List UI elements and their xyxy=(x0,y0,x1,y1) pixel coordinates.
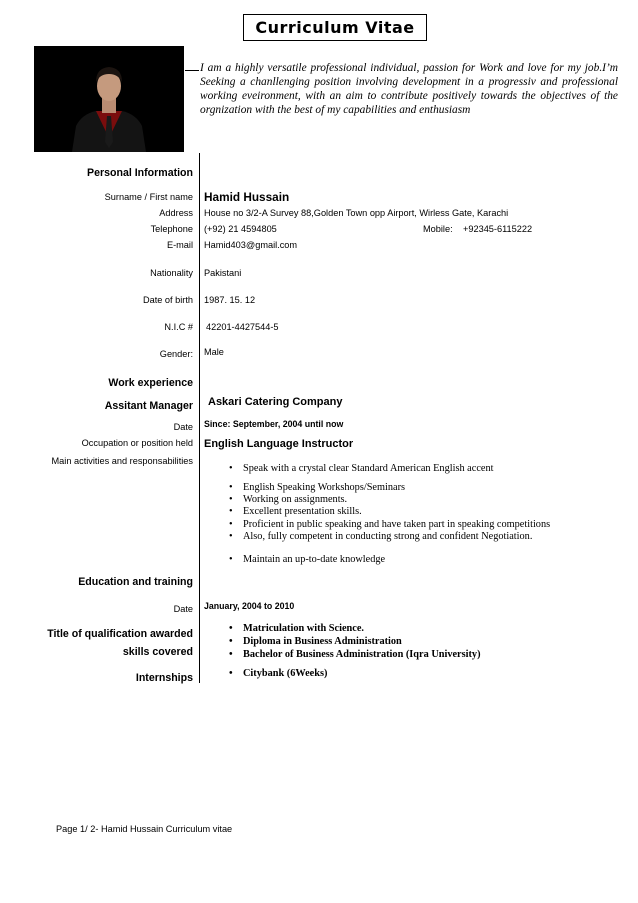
qualification-label: Title of qualification awarded xyxy=(47,628,193,640)
activity-item: • Also, fully competent in conducting strong and confident Negotiation. xyxy=(229,531,550,543)
qualifications-list xyxy=(229,622,481,661)
cv-title: Curriculum Vitae xyxy=(243,14,427,41)
qualification-item: • Diploma in Business Administration xyxy=(229,635,481,648)
mobile-label: Mobile: xyxy=(423,224,453,234)
gender-value: Male xyxy=(204,347,224,357)
activity-item: • Excellent presentation skills. xyxy=(229,506,550,518)
page-footer: Page 1/ 2- Hamid Hussain Curriculum vitae xyxy=(56,824,233,834)
mobile-value: +92345-6115222 xyxy=(463,224,533,234)
education-heading: Education and training xyxy=(78,576,193,588)
address-label: Address xyxy=(159,208,193,218)
activities-last-list xyxy=(229,554,385,566)
full-name: Hamid Hussain xyxy=(204,190,290,204)
occupation-label: Occupation or position held xyxy=(81,438,193,448)
education-date-value: January, 2004 to 2010 xyxy=(204,601,295,611)
education-date-label: Date xyxy=(173,604,193,614)
internship-item: • Citybank (6Weeks) xyxy=(229,667,327,680)
activity-item: • Working on assignments. xyxy=(229,494,550,506)
personal-information-heading: Personal Information xyxy=(87,167,193,179)
activities-label: Main activities and responsabilities xyxy=(51,456,193,466)
internships-list xyxy=(229,667,327,680)
role-label: Assitant Manager xyxy=(104,400,193,412)
nic-value: 42201-4427544-5 xyxy=(206,322,279,332)
intro-paragraph: I am a highly versatile professional individual, passion for Work and love for my job.I’m Seeking a chanllenging position involving development in a progressiv and professional working eveironment, with an aim to contribute positively towards the objectives of the orgnization with the best of my capabilities and enthusiasm xyxy=(200,62,618,117)
activities-list xyxy=(229,482,550,543)
qualification-item: • Matriculation with Science. xyxy=(229,622,481,635)
qualification-item: • Bachelor of Business Administration (Iqra University) xyxy=(229,648,481,661)
work-date-value: Since: September, 2004 until now xyxy=(204,419,344,429)
gender-label: Gender: xyxy=(159,349,193,359)
activity-item: • Proficient in public speaking and have taken part in speaking competitions xyxy=(229,519,550,531)
telephone-value: (+92) 21 4594805 xyxy=(204,224,277,234)
nationality-label: Nationality xyxy=(150,268,193,278)
activity-item: • Speak with a crystal clear Standard American English accent xyxy=(229,463,493,475)
work-date-label: Date xyxy=(173,422,193,432)
address-value: House no 3/2-A Survey 88,Golden Town opp Airport, Wirless Gate, Karachi xyxy=(204,208,509,218)
activity-item: • English Speaking Workshops/Seminars xyxy=(229,482,550,494)
activities-first-list xyxy=(229,463,493,475)
telephone-label: Telephone xyxy=(150,224,193,234)
company-name: Askari Catering Company xyxy=(208,396,343,408)
surname-label: Surname / First name xyxy=(104,192,193,202)
work-experience-heading: Work experience xyxy=(108,377,193,389)
dob-value: 1987. 15. 12 xyxy=(204,295,256,305)
nic-label: N.I.C # xyxy=(164,322,193,332)
portrait-image xyxy=(34,46,184,152)
dob-label: Date of birth xyxy=(142,295,193,305)
skills-label: skills covered xyxy=(122,646,193,658)
activity-item: • Maintain an up-to-date knowledge xyxy=(229,554,385,566)
profile-photo xyxy=(34,46,184,152)
section-divider xyxy=(199,153,200,683)
email-value: Hamid403@gmail.com xyxy=(204,240,298,250)
internships-label: Internships xyxy=(135,672,193,684)
occupation-value: English Language Instructor xyxy=(204,438,354,450)
intro-dash xyxy=(185,70,199,71)
nationality-value: Pakistani xyxy=(204,268,242,278)
email-label: E-mail xyxy=(166,240,193,250)
